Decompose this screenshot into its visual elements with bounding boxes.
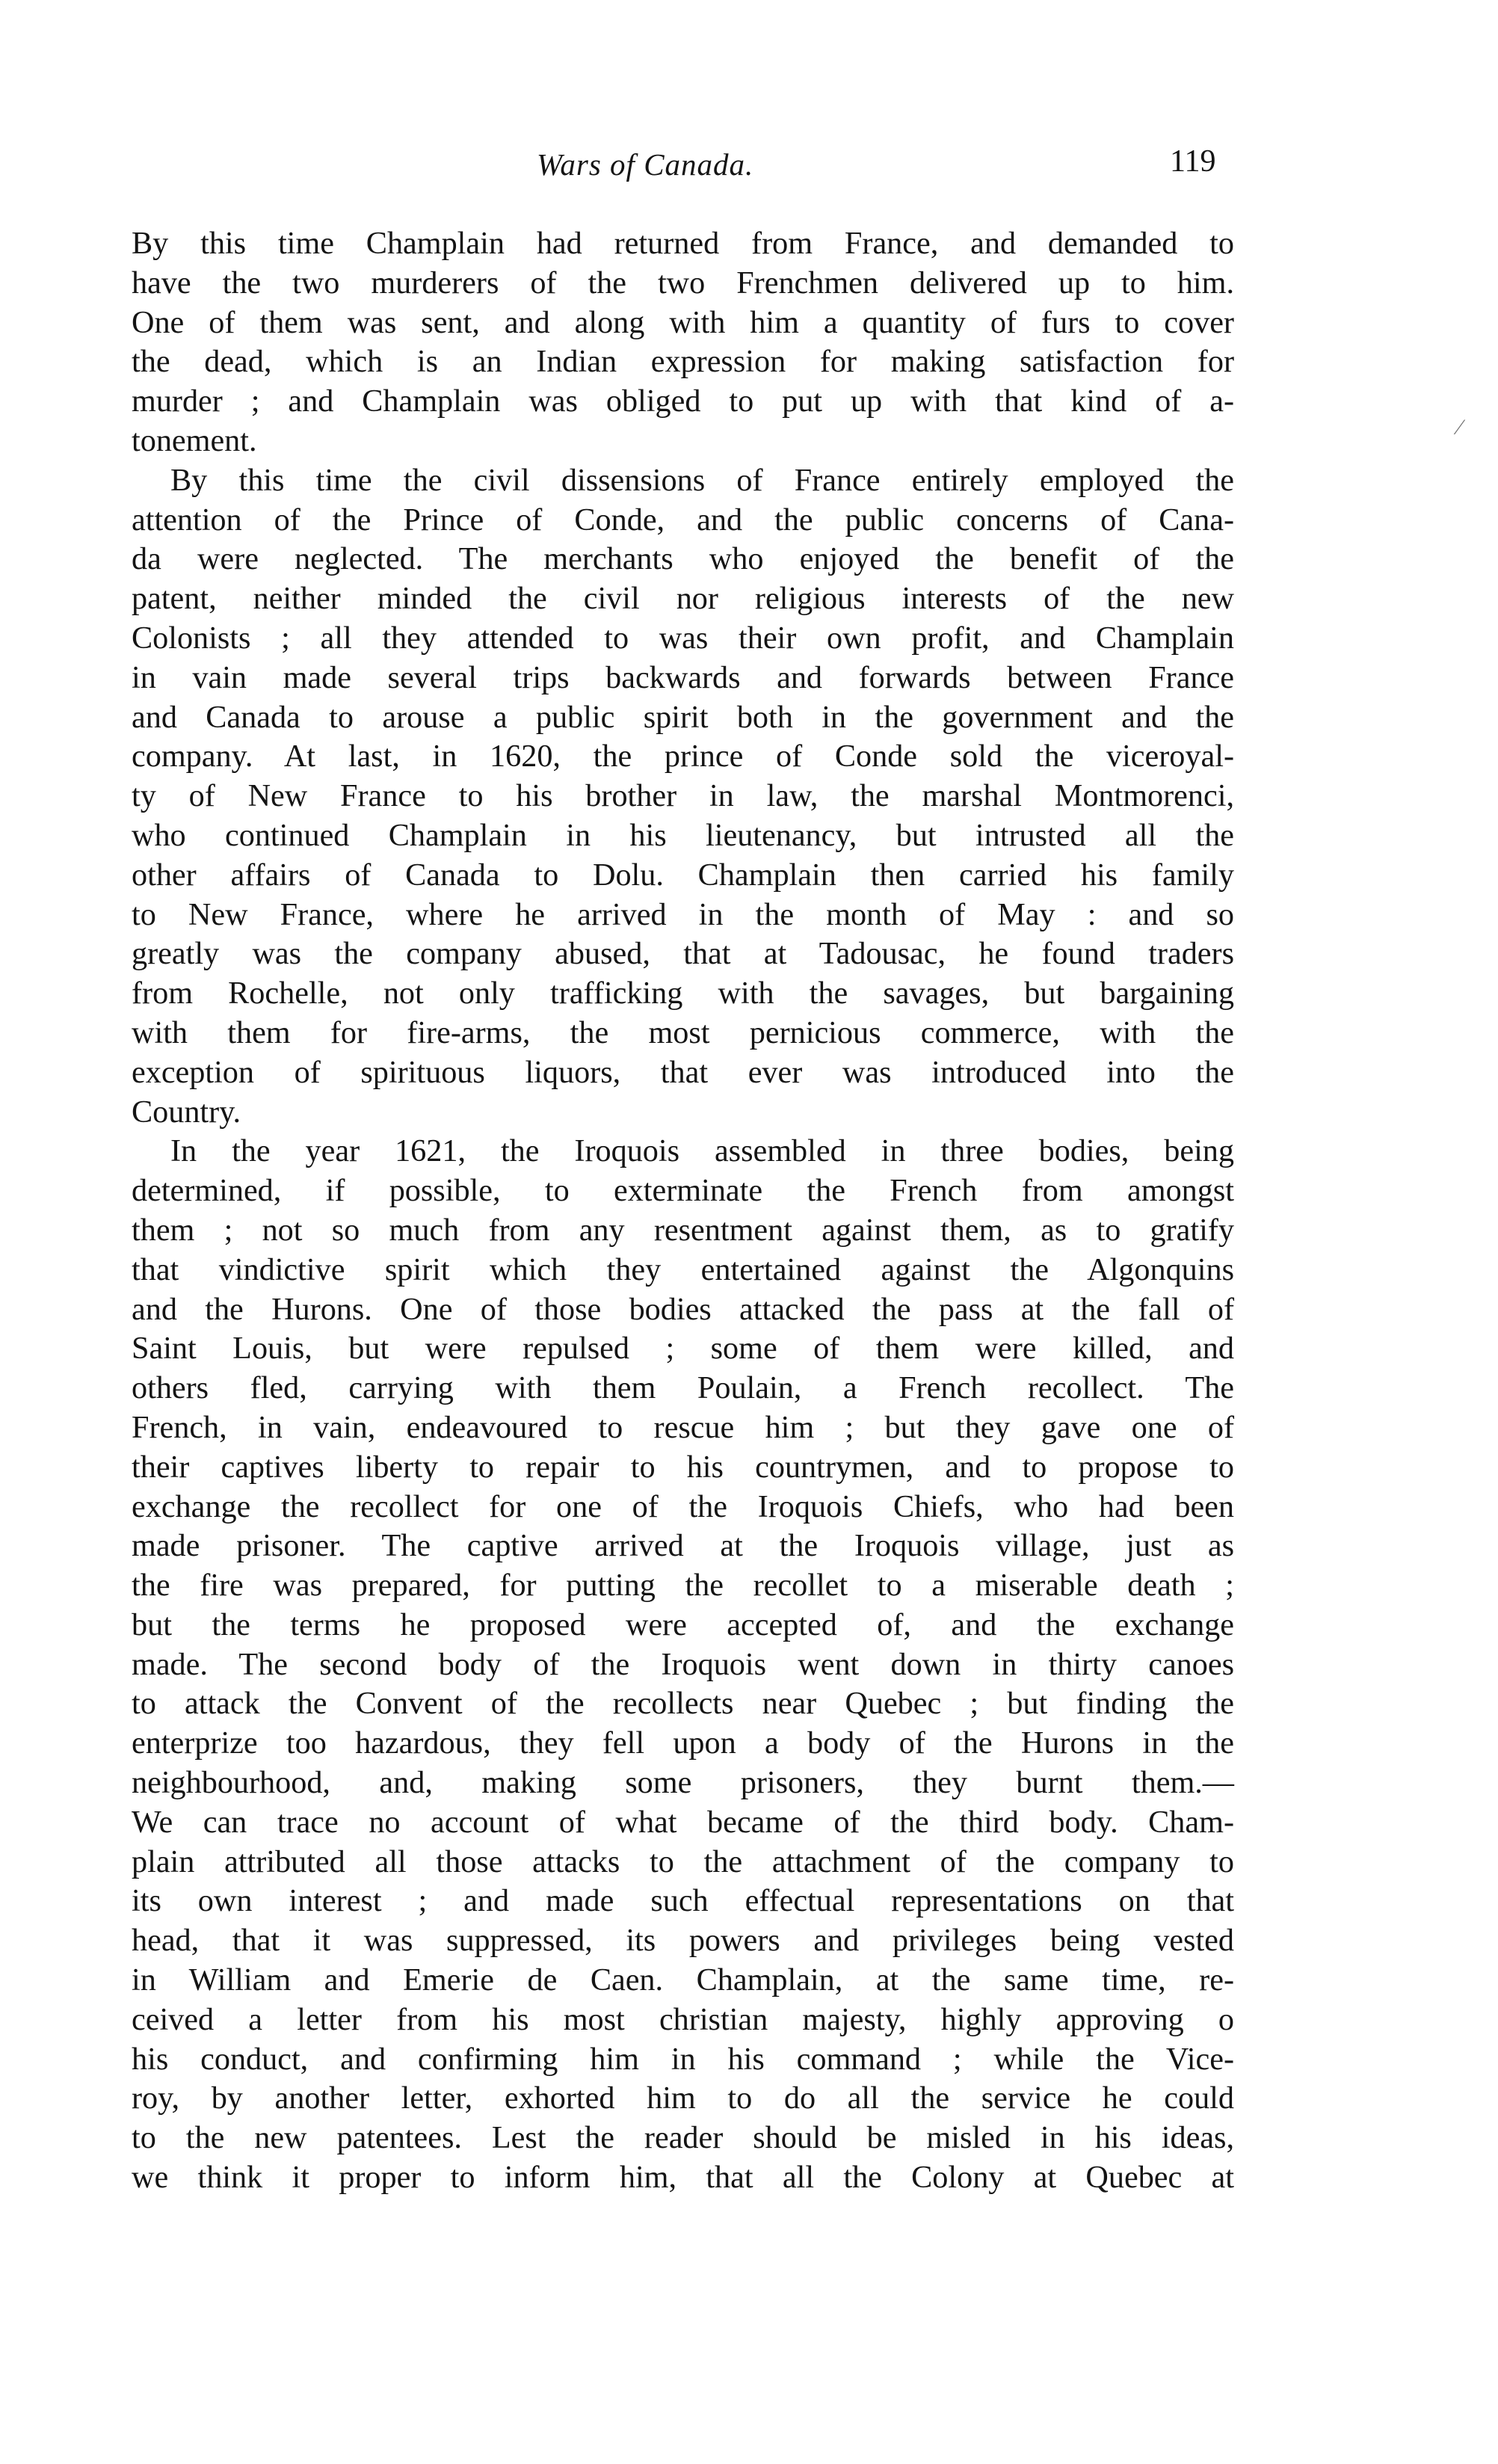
text-line: made. The second body of the Iroquois went down in thirty canoes (132, 1646, 1234, 1682)
text-line: from Rochelle, not only trafficking with the savages, but bargaining (132, 976, 1234, 1011)
text-line: roy, by another letter, exhorted him to do all the service he could (132, 2080, 1234, 2116)
text-line: In the year 1621, the Iroquois assembled in three bodies, being (170, 1133, 1234, 1169)
text-line: French, in vain, endeavoured to rescue him ; but they gave one of (132, 1409, 1234, 1445)
text-line: in William and Emerie de Caen. Champlain, at the same time, re- (132, 1962, 1234, 1998)
text-line: Country. (132, 1094, 241, 1130)
text-line: in vain made several trips backwards and forwards between France (132, 659, 1234, 695)
text-line: plain attributed all those attacks to the attachment of the company to (132, 1844, 1234, 1879)
body-text (132, 224, 1234, 2198)
text-line: others fled, carrying with them Poulain, a French recollect. The (132, 1370, 1234, 1406)
text-line: ceived a letter from his most christian majesty, highly approving o (132, 2001, 1234, 2037)
text-line: tonement. (132, 422, 257, 458)
text-line: patent, neither minded the civil nor religious interests of the new (132, 581, 1234, 617)
text-line: ty of New France to his brother in law, the marshal Montmorenci, (132, 778, 1234, 814)
text-line: made prisoner. The captive arrived at the Iroquois village, just as (132, 1528, 1234, 1564)
page-number: 119 (1170, 144, 1216, 179)
text-line: We can trace no account of what became of the third body. Cham- (132, 1804, 1234, 1840)
text-line: greatly was the company abused, that at Tadousac, he found traders (132, 936, 1234, 972)
text-line: them ; not so much from any resentment against them, as to gratify (132, 1212, 1234, 1248)
text-line: exception of spirituous liquors, that ever was introduced into the (132, 1054, 1234, 1090)
margin-mark: ⁄ (1458, 415, 1462, 440)
text-line: company. At last, in 1620, the prince of Conde sold the viceroyal- (132, 739, 1234, 774)
text-line: One of them was sent, and along with him a quantity of furs to cover (132, 304, 1234, 340)
text-line: to New France, where he arrived in the month of May : and so (132, 896, 1234, 932)
text-line: Saint Louis, but were repulsed ; some of them were killed, and (132, 1331, 1234, 1367)
text-line: other affairs of Canada to Dolu. Champlain then carried his family (132, 857, 1234, 893)
text-line: we think it proper to inform him, that all the Colony at Quebec at (132, 2160, 1234, 2196)
text-line: By this time the civil dissensions of France entirely employed the (170, 462, 1234, 498)
text-line: their captives liberty to repair to his countrymen, and to propose to (132, 1449, 1234, 1485)
text-line: neighbourhood, and, making some prisoners, they burnt them.— (132, 1765, 1234, 1801)
text-line: and the Hurons. One of those bodies attacked the pass at the fall of (132, 1291, 1234, 1327)
text-line: its own interest ; and made such effectual representations on that (132, 1883, 1234, 1919)
text-line: have the two murderers of the two Frenchmen delivered up to him. (132, 265, 1234, 301)
text-line: who continued Champlain in his lieutenancy, but intrusted all the (132, 817, 1234, 853)
text-line: exchange the recollect for one of the Iroquois Chiefs, who had been (132, 1488, 1234, 1524)
text-line: and Canada to arouse a public spirit both in the government and the (132, 699, 1234, 735)
text-line: the dead, which is an Indian expression for making satisfaction for (132, 344, 1234, 380)
text-line: enterprize too hazardous, they fell upon a body of the Hurons in the (132, 1725, 1234, 1761)
text-line: head, that it was suppressed, its powers and privileges being vested (132, 1923, 1234, 1959)
text-line: to attack the Convent of the recollects near Quebec ; but finding the (132, 1686, 1234, 1722)
text-line: Colonists ; all they attended to was their own profit, and Champlain (132, 620, 1234, 656)
text-line: to the new patentees. Lest the reader should be misled in his ideas, (132, 2120, 1234, 2156)
text-line: with them for fire-arms, the most pernicious commerce, with the (132, 1014, 1234, 1050)
text-line: murder ; and Champlain was obliged to put up with that kind of a- (132, 384, 1234, 419)
text-line: By this time Champlain had returned from France, and demanded to (132, 226, 1234, 261)
text-line: that vindictive spirit which they entertained against the Algonquins (132, 1251, 1234, 1287)
text-line: but the terms he proposed were accepted of, and the exchange (132, 1607, 1234, 1642)
text-line: his conduct, and confirming him in his command ; while the Vice- (132, 2041, 1234, 2077)
running-title: Wars of Canada. (537, 147, 754, 182)
text-line: attention of the Prince of Conde, and the public concerns of Cana- (132, 502, 1234, 538)
text-line: determined, if possible, to exterminate the French from amongst (132, 1173, 1234, 1209)
text-line: da were neglected. The merchants who enjoyed the benefit of the (132, 541, 1234, 577)
text-line: the fire was prepared, for putting the recollet to a miserable death ; (132, 1568, 1234, 1604)
